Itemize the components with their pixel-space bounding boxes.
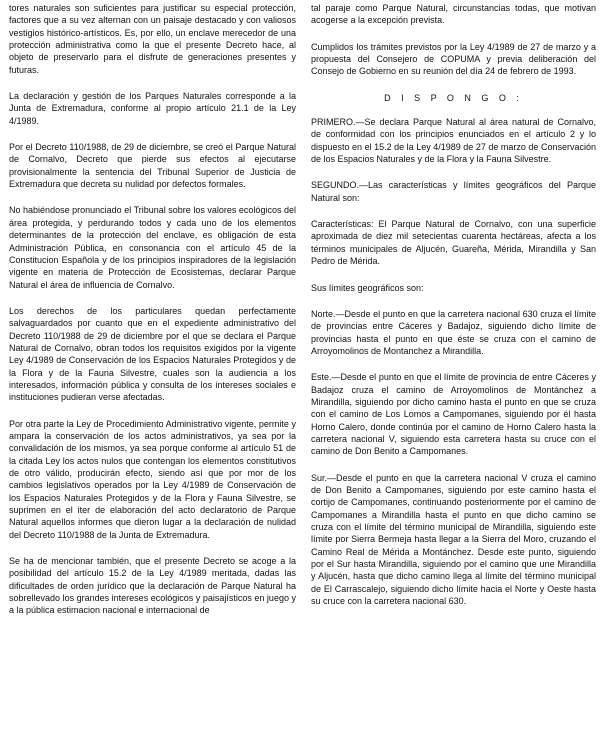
paragraph-primero: PRIMERO.—Se declara Parque Natural al área natural de Cornalvo, de conformidad con los principios enunciados en el artículo 2 y lo dispuesto en el 15.2 de la Ley 4/1989 de 27 de marzo de Conservación de los Espacios Naturales y de la Flora y la Fauna Silvestre. — [311, 117, 596, 165]
paragraph-caracteristicas: Características: El Parque Natural de Cornalvo, con una superficie aproximada de diez mil setecientas cuarenta hectáreas, afecta a los términos municipales de Aljucén, Guareña, Mérida, Mirandilla y San Pedro de Mérida. — [311, 219, 596, 267]
paragraph-intro-continuation: tores naturales son suficientes para justificar su especial protección, factores que a su vez alternan con un paisaje destacado y con valiosos vestigios histórico-artísticos. Es, por ello, un enclave merecedor de una protección administrativa como la que el presente Decreto hace, al objeto de preservarlo para el disfrute de generaciones presentes y futuras. — [9, 3, 296, 75]
paragraph-decreto-110-1988: Por el Decreto 110/1988, de 29 de diciembre, se creó el Parque Natural de Cornalvo, Decreto que pierde sus efectos al ejecutarse provisionalmente la sentencia del Tribunal Superior de Justicia de Extremadura que decreta su nulidad por defectos formales. — [9, 142, 296, 190]
paragraph-declaracion-gestion: La declaración y gestión de los Parques Naturales corresponde a la Junta de Extremadura, conforme al propio artículo 21.1 de la Ley 4/1989. — [9, 91, 296, 126]
paragraph-paraje-continuation: tal paraje como Parque Natural, circunstancias todas, que motivan acogerse a la excepción prevista. — [311, 3, 596, 26]
dispongo-heading: D I S P O N G O : — [384, 92, 523, 103]
paragraph-articulo-15-2: Se ha de mencionar también, que el presente Decreto se acoge a la posibilidad del artículo 15.2 de la Ley 4/1989 meritada, dadas las dificultades de orden jurídico que la declaración de Parque Natural ha sobrellevado los grandes intereses ecológicos y paisajísticos en juego y a la pública estimacion nacional e internacional de — [9, 556, 296, 616]
paragraph-limite-norte: Norte.—Desde el punto en que la carretera nacional 630 cruza el límite de provincias entre Cáceres y Badajoz, siguiendo dicho límite de provincias hasta el punto en que éste se cruza con el camino de Arroyomolinos de Montanchez a Mirandilla. — [311, 308, 596, 356]
paragraph-limite-este: Este.—Desde el punto en que el límite de provincia de entre Cáceres y Badajoz cruza el camino de Arroyomolinos de Montánchez a Mirandilla, siguiendo por dicho camino hasta el punto en que se cruza con el camino de Los Lomos a Campomanes, siguiendo por él hasta Horno Calero, donde continúa por el camino de Horno Calero hasta la carretera nacional V, siguiendo esta carretera hasta su cruce con el camino de Don Benito a Campomanes. — [311, 372, 596, 457]
paragraph-procedimiento-administrativo: Por otra parte la Ley de Procedimiento Administrativo vigente, permite y ampara la conservación de los actos administrativos, ya sea por la convalidación de los mismos, ya sea porque conforme al artículo 51 de la citada Ley los actos nulos que contengan los elementos constitutivos de otro válido, producirán efecto, siendo así que por mor de los cambios legislativos operados por la Ley 4/1989 de Conservación de los Espacios Naturales Protegidos y de la Flora y Fauna Silvestre, se suprimen en el iter de elaboración del acto declaratorio de Parque Natural aquellos informes que dieron lugar a la declaración de nulidad del Decreto 110/1988 de la Junta de Extremadura. — [9, 418, 296, 540]
paragraph-derechos-particulares: Los derechos de los particulares quedan perfectamente salvaguardados por cuanto que en el expediente administrativo del Decreto 110/1988 de 29 de diciembre por el que se declara el Parque Natural de Cornalvo, obran todos los requisitos exigidos por la vigente Ley 4/1989 de Conservación de los Espacios Naturales Protegidos y de la Flora y de la Fauna Silvestre, cuales son la audiencia a los interesados, información pública y consulta de los intereses sociales e instituciones pudieran verse afectadas. — [9, 305, 296, 403]
paragraph-valores-ecologicos: No habiéndose pronunciado el Tribunal sobre los valores ecológicos del área protegida, y perdurando todos y cada uno de los elementos determinantes de la protección del enclave, es obligación de esta Administración Pública, en consonancia con el artículo 45 de la Constitucion Española y de los principios inspiradores de la legislación vigente en materia de Protección de Ecosistemas, declarar Parque Natural el área de influencia de Cornalvo. — [9, 205, 296, 290]
paragraph-limite-sur: Sur.—Desde el punto en que la carretera nacional V cruza el camino de Don Benito a Campomanes, siguiendo por este camino hasta el cortijo de Campomanes, continuando posteriormente por el camino de Campomanes a Mirandilla hasta el punto en que dicho camino se cruza con el límite del término municipal de Mirandilla, siguiendo este límite por Sierra Bermeja hasta llegar a la Sierra del Moro, cruzando el Camino Real de Mérida a Montánchez. Desde este punto, siguiendo por el Sur hasta Mirandilla, siguiendo por el camino que une Mirandilla y Aljucén, hasta que dicho camino llega al límite del término municipal de El Carrascalejo, siguiendo dicho límite hacia el Norte y Oeste hasta su cruce con la carretera nacional 630. — [311, 472, 596, 607]
paragraph-cumplidos-tramites: Cumplidos los trámites previstos por la Ley 4/1989 de 27 de marzo y a propuesta del Consejero de COPUMA y previa deliberación del Consejo de Gobierno en su reunión del día 24 de febrero de 1993. — [311, 41, 596, 77]
paragraph-limites-geograficos: Sus límites geográficos son: — [311, 282, 424, 293]
paragraph-segundo: SEGUNDO.—Las características y límites geográficos del Parque Natural son: — [311, 180, 596, 203]
left-column — [9, 2, 296, 617]
right-column — [311, 2, 596, 607]
